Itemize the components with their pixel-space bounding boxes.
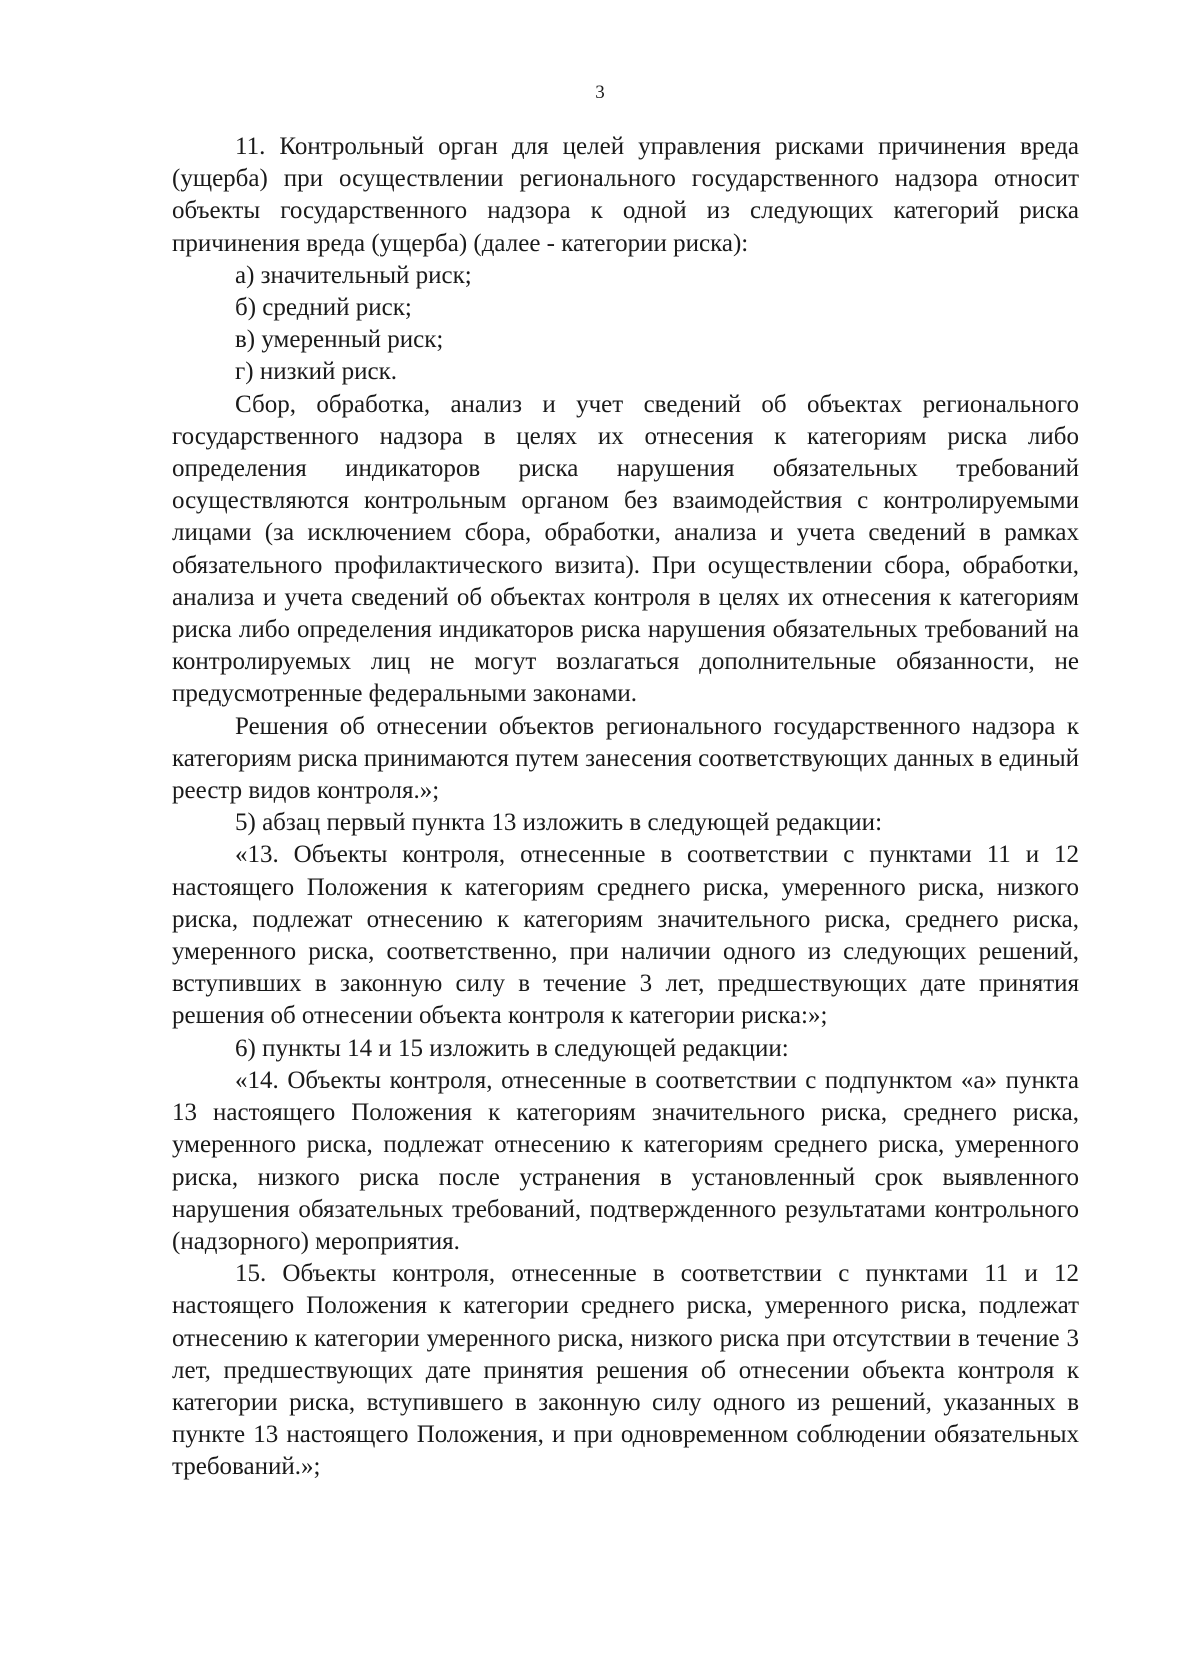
list-item-risk-moderate: в) умеренный риск;	[235, 326, 444, 354]
paragraph-data-collection: Сбор, обработка, анализ и учет сведений об объектах регионального государственного надзора в целях их отнесения к категориям риска либо определения индикаторов риска нарушения обязательных требований осуществляются контрольным органом без взаимодействия с контролируемыми лицами (за исключением сбора, обработки, анализа и учета сведений в рамках обязательного профилактического визита). При осуществлении сбора, обработки, анализа и учета сведений об объектах контроля в целях их отнесения к категориям риска либо определения индикаторов риска нарушения обязательных требований на контролируемых лиц не могут возлагаться дополнительные обязанности, не предусмотренные федеральными законами.	[172, 390, 1079, 708]
paragraph-14: «14. Объекты контроля, отнесенные в соответствии с подпунктом «а» пункта 13 настоящего Положения к категориям значительного риска, среднего риска, умеренного риска, подлежат отнесению к категориям среднего риска, умеренного риска, низкого риска после устранения в установленный срок выявленного нарушения обязательных требований, подтвержденного результатами контрольного (надзорного) мероприятия.	[172, 1066, 1079, 1255]
list-item-risk-low: г) низкий риск.	[235, 358, 397, 386]
risk-category-list	[172, 260, 1079, 389]
paragraph-15: 15. Объекты контроля, отнесенные в соответствии с пунктами 11 и 12 настоящего Положения к категории среднего риска, умеренного риска, подлежат отнесению к категории умеренного риска, низкого риска при отсутствии в течение 3 лет, предшествующих дате принятия решения об отнесении объекта контроля к категории риска, вступившего в законную силу одного из решений, указанных в пункте 13 настоящего Положения, и при одновременном соблюдении обязательных требований.»;	[172, 1260, 1079, 1481]
paragraph-11: 11. Контрольный орган для целей управления рисками причинения вреда (ущерба) при осуществлении регионального государственного надзора относит объекты государственного надзора к одной из следующих категорий риска причинения вреда (ущерба) (далее - категории риска):	[172, 133, 1079, 257]
paragraph-13: «13. Объекты контроля, отнесенные в соответствии с пунктами 11 и 12 настоящего Положения к категориям среднего риска, умеренного риска, низкого риска, подлежат отнесению к категориям значительного риска, среднего риска, умеренного риска, соответственно, при наличии одного из следующих решений, вступивших в законную силу в течение 3 лет, предшествующих дате принятия решения об отнесении объекта контроля к категории риска:»;	[172, 841, 1079, 1030]
document-body	[172, 131, 1079, 1484]
page-number: 3	[595, 82, 605, 103]
paragraph-amendment-5: 5) абзац первый пункта 13 изложить в следующей редакции:	[235, 809, 883, 837]
paragraph-amendment-6: 6) пункты 14 и 15 изложить в следующей редакции:	[235, 1034, 789, 1062]
list-item-risk-significant: а) значительный риск;	[235, 261, 472, 289]
list-item-risk-medium: б) средний риск;	[235, 294, 412, 322]
paragraph-risk-decisions: Решения об отнесении объектов регионального государственного надзора к категориям риска принимаются путем занесения соответствующих данных в единый реестр видов контроля.»;	[172, 712, 1079, 805]
